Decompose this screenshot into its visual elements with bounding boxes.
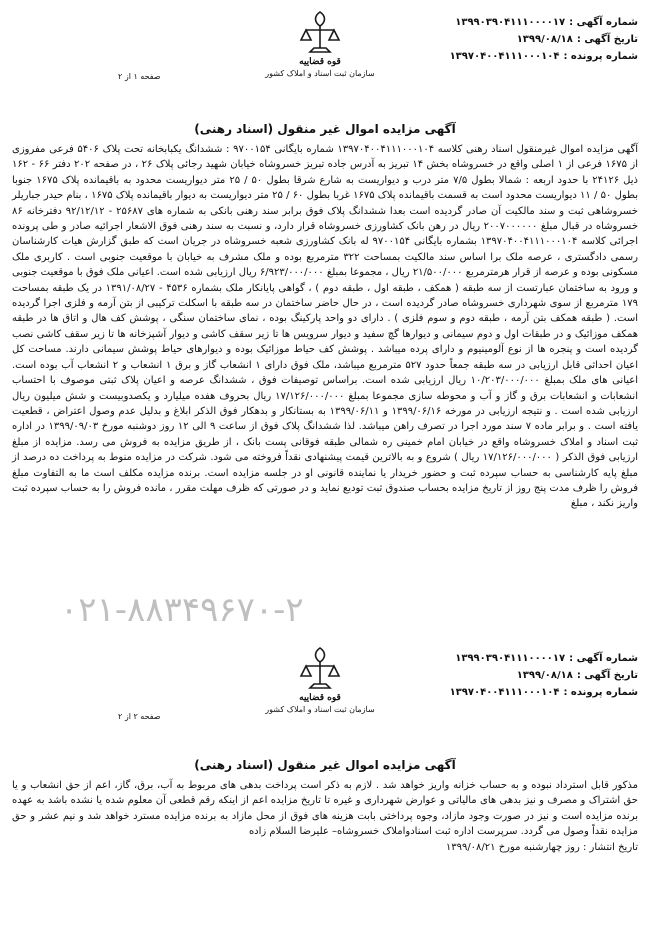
case-number: ۱۳۹۷۰۴۰۰۴۱۱۱۰۰۰۱۰۴ [449,51,560,62]
notice-meta-2 [380,650,638,701]
judiciary-emblem [250,8,390,98]
case-number-row-2: شماره پرونده :۱۳۹۷۰۴۰۰۴۱۱۱۰۰۰۱۰۴ [449,687,638,698]
notice-date-2: ۱۳۹۹/۰۸/۱۸ [516,670,573,681]
publish-date: تاریخ انتشار : روز چهارشنبه مورخ ۱۳۹۹/۰۸/۲۱ [445,841,638,853]
org-subtitle-2: سازمان ثبت اسناد و املاک کشور [265,705,375,714]
scales-emblem-icon [298,644,342,692]
scales-emblem-icon [298,8,342,56]
notice-number-row: شماره آگهی :۱۳۹۹۰۳۹۰۴۱۱۱۰۰۰۰۱۷ [455,17,638,28]
org-subtitle: سازمان ثبت اسناد و املاک کشور [265,69,375,78]
notice-body-text-2: مذکور قابل استرداد نبوده و به حساب خزانه واریز خواهد شد . لازم به ذکر است پرداخت بدهی های مربوط به آب، برق، گاز، اعم از حق انشعاب و یا حق اشتراک و مصرف و نیز بدهی های مالیاتی و عوارض شهرداری و غیره تا تاریخ مزایده اعم از اینکه رقم قطعی آن معلوم شده یا نشده باشد به عهده برنده مزایده است و نیز در صورت وجود مازاد، وجوه پرداختی بابت هزینه های فوق از محل مازاد به برنده مزایده مسترد خواهد شد و نیم عشر و حق مزایده نقداً وصول می گردد. سرپرست اداره ثبت اسنادواملاک خسروشاه– علیرضا السلام زاده [12,780,638,838]
notice-date: ۱۳۹۹/۰۸/۱۸ [516,34,573,45]
notice-number-2: ۱۳۹۹۰۳۹۰۴۱۱۱۰۰۰۰۱۷ [455,653,566,664]
notice-title: آگهی مزایده اموال غیر منقول (اسناد رهنی) [194,122,456,136]
phone-watermark: ۰۲۱-۸۸۳۴۹۶۷۰-۲ [60,590,304,630]
notice-number-row-2: شماره آگهی :۱۳۹۹۰۳۹۰۴۱۱۱۰۰۰۰۱۷ [455,653,638,664]
notice-title-2: آگهی مزایده اموال غیر منقول (اسناد رهنی) [194,758,456,772]
judiciary-emblem-2 [250,644,390,734]
org-name-2: قوه قضاییه [299,693,341,703]
org-name: قوه قضاییه [299,57,341,67]
page-number-2: صفحه ۲ از ۲ [118,712,161,721]
case-number-2: ۱۳۹۷۰۴۰۰۴۱۱۱۰۰۰۱۰۴ [449,687,560,698]
notice-date-row-2: تاریخ آگهی :۱۳۹۹/۰۸/۱۸ [516,670,638,681]
notice-body-2 [12,778,638,855]
notice-number: ۱۳۹۹۰۳۹۰۴۱۱۱۰۰۰۰۱۷ [455,17,566,28]
notice-body [12,142,638,512]
page-number: صفحه ۱ از ۲ [118,72,161,81]
auction-notice-page-2 [0,640,650,950]
notice-body-text: آگهی مزایده اموال غیرمنقول اسناد رهنی کلاسه ۱۳۹۷۰۴۰۰۴۱۱۱۰۰۰۱۰۴ شماره بایگانی ۹۷۰۰۱۵۴ : ششدانگ یکبابخانه تحت پلاک ۵۴۰۶ فرعی مفروزی از ۱۶۷۵ فرعی از ۱ اصلی واقع در خسروشاه بخش ۱۴ تبریز به آدرس جاده تبریز خسروشاه خیابان شهید رجائی پلاک ۲۶ ، در صفحه ۲۰۲ دفتر ۶۶ - ۱۶۲ ذیل ۲۴۱۲۶ با حدود اربعه : شمالا بطول ۷/۵ متر درب و دیواریست به شارع شرقا بطول ۵۰ / ۲۵ متر دیواریست محدود به باقیمانده پلاک ۱۶۷۵ جنوبا بطول ۵۰ / ۱۱ دیواریست محدود است به قسمت باقیمانده پلاک ۱۶۷۵ غربا بطول ۶۰ / ۲۵ متر دیواریست به دیوار باقیمانده پلاک ۱۶۷۵ ، بنام حیدر جباریلر خسروشاهی ثبت و سند مالکیت آن صادر گردیده است بعدا ششدانگ پلاک فوق برابر سند رهنی بانکی به شماره های ۲۵۶۸۷ - ۹۲/۱۲/۱۲ دفترخانه ۸۶ خسروشاه در قبال مبلغ ۲۰۰۷۰۰۰۰۰۰ ریال در رهن بانک کشاورزی خسروشاه قرار دارد، و نسبت به سند رهنی فوق الاشعار اجرائیه صادر و طی پرونده اجرائی کلاسه ۱۳۹۷۰۴۰۰۴۱۱۱۰۰۰۱۰۴ بشماره بایگانی ۹۷۰۰۱۵۴ له بانک کشاورزی شعبه خسروشاه در جریان است که طبق گزارش هیات کارشناسان رسمی دادگستری ، عرصه ملک برا اساس سند مالکیت بمساحت ۳۲۲ مترمربع بوده و ملک مشرف به خیابان با موقعیت جنوبی است . کاربری ملک مسکونی بوده و عرصه از قرار هرمترمربع ۲۱/۵۰۰/۰۰۰ ریال ، مجموعا بمبلغ ۶/۹۲۳/۰۰۰/۰۰۰ ریال ارزیابی شده است. اعیانی ملک فوق با موقعیت جنوبی و ورود به ساختمان عبارتست از سه طبقه ( همکف ، طبقه اول ، طبقه دوم ) ، گواهی پایانکار ملک بشماره ۴۵۳۶ - ۱۳۹۱/۰۸/۲۷ در یک طبقه بمساحت ۱۷۹ مترمربع از سوی شهرداری خسروشاه صادر گردیده است ، در حال حاضر ساختمان در سه طبقه با اسکلت ترکیبی از بتن آرمه و فلزی اجرا گردیده است. ( طبقه همکف بتن آرمه ، طبقه دوم و سوم فلزی ) . دارای دو واحد پارکینگ بوده ، نمای ساختمان سنگی ، پوشش کف هال و اتاق ها در طبقه همکف موزائیک و در طبقات اول و دوم سیمانی و دیوارها گچ سفید و دیوار سرویس ها تا زیر سقف کاشی و دیوار آشپزخانه ها تا زیر سقف کاشی نصب گردیده است و پنجره ها از نوع آلومینیوم و دارای پرده میباشد . پوشش کف حیاط موزائیک بوده و دیوارهای حیاط پوشش سیمانی دارند. مساحت کل اعیان احداثی قابل ارزیابی در سه طبقه جمعاً حدود ۵۲۷ مترمربع میباشد، ملک فوق دارای ۱ انشعاب گاز و برق ۱ انشعاب و ۲ انشعاب آب بوده است. اعیانی های ملک بمبلغ ۱۰/۲۰۳/۰۰۰/۰۰۰ ریال ارزیابی شده است. براساس توصیفات فوق ، ششدانگ عرصه و اعیان پلاک ثبتی موصوف با احتساب انشعابات و انشعابات برق و گاز و آب و محوطه سازی مجموعا بمبلغ ۱۷/۱۲۶/۰۰۰/۰۰۰ ریال بحروف هفده میلیارد و یکصدوبیست و شش میلیون ریال ارزیابی شده است . و نتیجه ارزیابی در مورخه ۱۳۹۹/۰۶/۱۶ و ۱۳۹۹/۰۶/۱۱ به بستانکار و بدهکار فوق الذکر ابلاغ و بدلیل عدم وصول اعتراض ، قطعیت یافته است . و برابر ماده ۷ سند مورد اجرا در تصرف راهن میباشد. لذا ششدانگ پلاک فوق از ساعت ۹ الی ۱۲ روز دوشنبه مورخ ۱۳۹۹/۰۹/۰۳ در اداره ثبت اسناد و املاک خسروشاه واقع در خیابان امام خمینی ره شمالی طبقه فوقانی پست بانک ، از طریق مزایده به فروش می رسد. مزایده از مبلغ ارزیابی فوق الذکر ( ۱۷/۱۲۶/۰۰۰/۰۰۰ ریال ) شروع و به بالاترین قیمت پیشنهادی نقداً فروخته می شود. شرکت در مزایده منوط به پرداخت ده درصد از مبلغ پایه کارشناسی به حساب سپرده ثبت و حضور خریدار یا نماینده قانونی او در جلسه مزایده است. برنده مزایده مکلف است ما به التفاوت مبلغ فروش را ظرف مدت پنج روز از تاریخ مزایده بحساب صندوق ثبت تودیع نماید و در صورتی که ظرف مهلت مقرر ، مانده فروش را به حساب سپرده ثبت واریز نکند ، مبلغ [12,144,639,510]
case-number-row: شماره پرونده :۱۳۹۷۰۴۰۰۴۱۱۱۰۰۰۱۰۴ [449,51,638,62]
notice-date-row: تاریخ آگهی :۱۳۹۹/۰۸/۱۸ [516,34,638,45]
notice-meta [380,14,638,65]
